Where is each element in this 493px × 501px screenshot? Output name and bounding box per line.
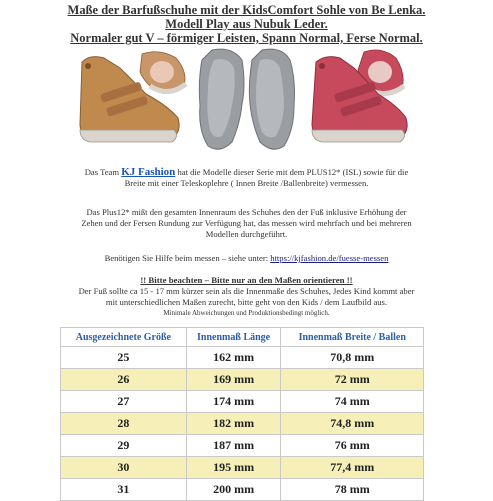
cell-size: 31 [61,479,187,501]
product-photos [0,46,493,158]
help-text: Benötigen Sie Hilfe beim messen – siehe unter: [104,253,271,263]
intro-line-2: Breite mit einer Teleskoplehre ( Innen Breite /Ballenbreite) vermessen. [124,178,369,188]
cell-size: 27 [61,391,187,413]
intro-post: hat die Modelle dieser Serie mit dem PLUS12* (ISL) sowie für die [177,167,409,177]
sole-left-image [199,49,244,149]
help-link[interactable]: https://kjfashion.de/fuesse-messen [270,253,389,263]
notice-paragraph [10,275,483,319]
cell-size: 26 [61,369,187,391]
cell-size: 28 [61,413,187,435]
cell-width: 70,8 mm [281,347,424,369]
notice-line-1: Der Fuß sollte ca 15 - 17 mm kürzer sein als die Innenmaße des Schuhes, Jedes Kind kommt aber [78,286,415,296]
plus12-paragraph [10,207,483,240]
table-row [61,457,424,479]
cell-length: 162 mm [186,347,281,369]
notice-title: !! Bitte beachten – Bitte nur an den Maßen orientieren !! [140,275,353,285]
intro-paragraph [10,167,483,189]
cell-size: 25 [61,347,187,369]
plus12-line-2: Zehen und der Fersen Rundung zur Verfügung hat, das messen wird mehrfach und bei mehreren [81,218,412,228]
table-row [61,347,424,369]
table-row [61,479,424,501]
plus12-line-3: Modellen durchgeführt. [205,229,288,239]
cell-length: 187 mm [186,435,281,457]
brand-name: KJ Fashion [121,166,176,178]
cell-width: 77,4 mm [281,457,424,479]
cell-width: 76 mm [281,435,424,457]
table-row [61,391,424,413]
cell-size: 30 [61,457,187,479]
cell-width: 72 mm [281,369,424,391]
header-length: Innenmaß Länge [186,328,281,347]
brown-shoe-inside-image [140,52,186,93]
header-size: Ausgezeichnete Größe [61,328,187,347]
cell-width: 74,8 mm [281,413,424,435]
table-header-row [61,328,424,347]
size-table [60,327,424,501]
help-paragraph [10,253,483,264]
table-row [61,413,424,435]
cell-length: 169 mm [186,369,281,391]
notice-line-2: mit unterschiedlichen Maßen zurecht, bitte geht von den Kids / dem Laufbild aus. [105,297,388,307]
table-row [61,435,424,457]
header-width: Innenmaß Breite / Ballen [281,328,424,347]
cell-width: 78 mm [281,479,424,501]
plus12-line-1: Das Plus12* mißt den gesamten Innenraum des Schuhes den der Fuß inklusive Erhöhung der [86,207,407,217]
cell-length: 182 mm [186,413,281,435]
table-row [61,369,424,391]
intro-line-1 [10,167,483,178]
sole-right-image [249,49,294,149]
title-line-3: Normaler gut V – förmiger Leisten, Spann Normal, Ferse Normal. [70,31,423,45]
notice-small: Minimale Abweichungen und Produktionsbedingt möglich. [163,309,330,317]
title-line-2: Modell Play aus Nubuk Leder. [165,17,328,31]
cell-size: 29 [61,435,187,457]
intro-pre: Das Team [84,167,120,177]
title-line-1: Maße der Barfußschuhe mit der KidsComfort Sohle von Be Lenka. [67,3,426,17]
cell-length: 200 mm [186,479,281,501]
cell-width: 74 mm [281,391,424,413]
cell-length: 195 mm [186,457,281,479]
cell-length: 174 mm [186,391,281,413]
